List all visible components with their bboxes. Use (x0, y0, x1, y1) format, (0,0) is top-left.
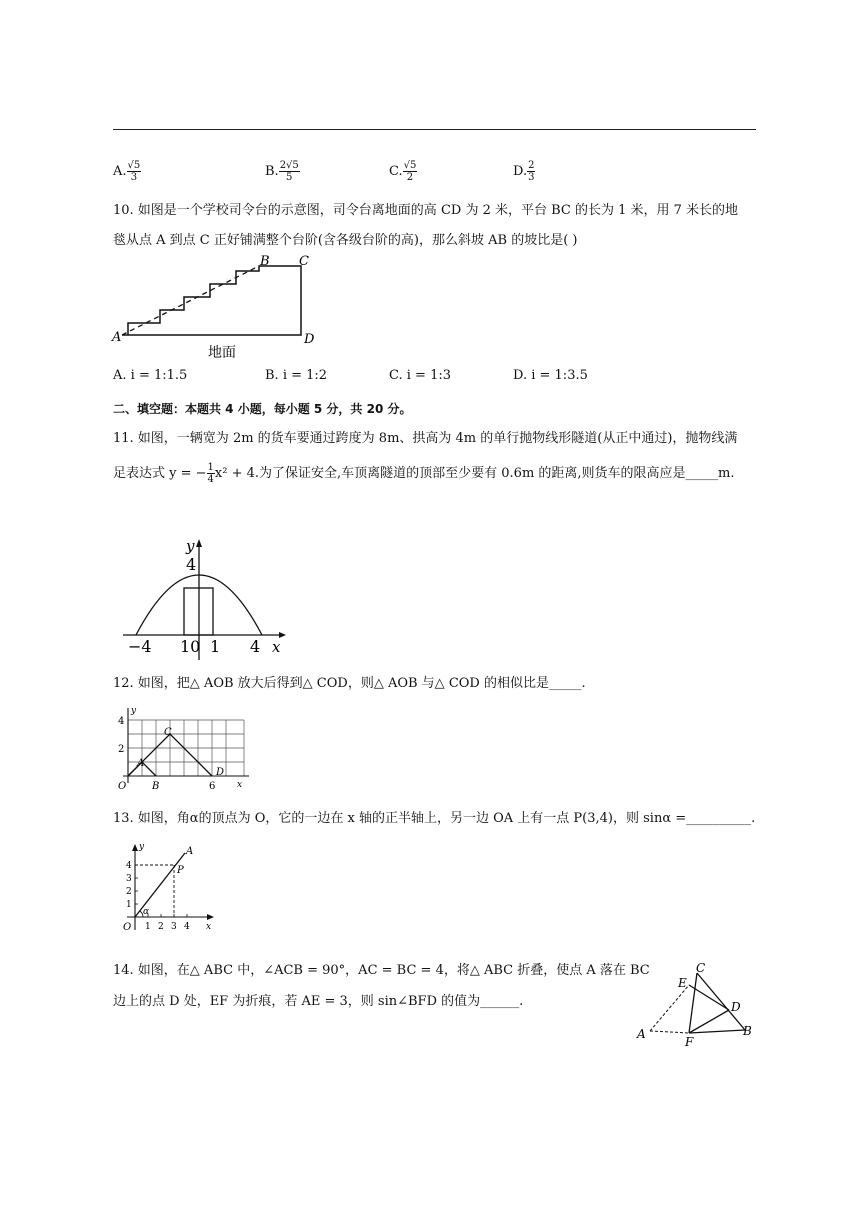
dashed-af (650, 1031, 689, 1033)
label-c: C (299, 254, 309, 269)
label-b: B (743, 1024, 752, 1038)
label-f: F (685, 1035, 694, 1049)
q10-option-d[interactable]: D. i = 1:3.5 (513, 368, 588, 383)
tick-y-1: 1 (126, 900, 132, 910)
tick-x-1: 1 (145, 922, 151, 932)
label-o: O (123, 922, 132, 933)
label-e: E (678, 976, 687, 990)
q9-option-b[interactable]: B. $\frac{2√5}{5}$ (265, 160, 299, 183)
label-c: C (696, 961, 706, 975)
q9-option-c[interactable]: C. $\frac{√5}{2}$ (389, 160, 417, 183)
q12-text: 12. 如图，把△ AOB 放大后得到△ COD，则△ AOB 与△ COD 的相似比是_____. (113, 676, 586, 691)
tick-y-3: 3 (126, 874, 132, 884)
label-d: D (304, 332, 315, 347)
label-one-zero: 10 (180, 637, 201, 656)
q9-option-d[interactable]: D. $\frac{2}{3}$ (513, 160, 535, 183)
q9-option-a[interactable]: A. $\frac{√5}{3}$ (113, 160, 141, 183)
label-four: 4 (118, 716, 125, 727)
q12-grid-figure (113, 703, 253, 795)
q10-option-a[interactable]: A. i = 1:1.5 (113, 368, 188, 383)
label-six: 6 (209, 781, 216, 792)
grid-lines (128, 720, 244, 776)
label-a: A (186, 846, 194, 857)
label-y: y (131, 706, 137, 716)
dashed-ae (650, 985, 689, 1031)
tick-y-2: 2 (126, 887, 132, 897)
segment-ed (689, 985, 729, 1010)
q10-stairs-figure (108, 252, 338, 364)
label-y: y (186, 537, 195, 555)
q11-line1: 11. 如图，一辆宽为 2m 的货车要通过跨度为 8m、拱高为 4m 的单行抛物线形隧道(从正中通过)，抛物线满 (113, 431, 738, 446)
label-d: D (216, 767, 225, 778)
label-p: P (177, 865, 184, 876)
label-a: A (637, 1027, 646, 1041)
label-two: 2 (118, 744, 125, 755)
slope-dashed-line (122, 266, 259, 335)
y-axis-arrow (196, 539, 202, 547)
label-a: A (137, 758, 145, 769)
tick-x-2: 2 (158, 922, 164, 932)
label-neg4: −4 (128, 637, 152, 656)
label-ground: 地面 (208, 345, 236, 361)
label-x: x (206, 922, 212, 932)
q13-text: 13. 如图，角α的顶点为 O，它的一边在 x 轴的正半轴上，另一边 OA 上有一点 P(3,4)，则 sinα =__________. (113, 811, 756, 826)
label-alpha: α (143, 907, 150, 917)
q14-line2: 边上的点 D 处，EF 为折痕，若 AE = 3，则 sin∠BFD 的值为______. (113, 994, 524, 1009)
tick-y-4: 4 (126, 861, 132, 871)
header-rule (113, 129, 756, 130)
label-one: 1 (210, 637, 221, 656)
label-x: x (272, 638, 281, 656)
label-four-top: 4 (186, 555, 197, 574)
side-ec-line (689, 973, 697, 1033)
q11-parabola-figure (118, 535, 293, 663)
q10-option-b[interactable]: B. i = 1:2 (265, 368, 328, 383)
label-four: 4 (250, 637, 261, 656)
label-c: C (164, 727, 172, 738)
side-fb (689, 1030, 745, 1033)
q10-option-c[interactable]: C. i = 1:3 (389, 368, 451, 383)
section2-title: 二、填空题：本题共 4 小题，每小题 5 分，共 20 分。 (113, 402, 412, 416)
q14-line1: 14. 如图，在△ ABC 中，∠ACB = 90°，AC = BC = 4，将△ ABC 折叠，使点 A 落在 BC (113, 963, 650, 978)
y-axis-arrow (132, 844, 138, 851)
x-axis-arrow (207, 914, 214, 920)
q10-line2: 毯从点 A 到点 C 正好铺满整个台阶(含各级台阶的高)，那么斜坡 AB 的坡比是( ) (113, 233, 578, 248)
label-x: x (237, 780, 243, 790)
q11-line2: 足表达式 y = − $\frac{1}{4}$ x² + 4.为了保证安全,车顶离隧道的顶部至少要有 0.6m 的距离,则货车的限高应是_____m. (113, 462, 735, 485)
stairs-outline (122, 266, 301, 335)
label-y: y (139, 842, 145, 852)
q14-fold-figure (632, 958, 762, 1050)
label-o: O (118, 781, 127, 792)
q10-line1: 10. 如图是一个学校司令台的示意图，司令台离地面的高 CD 为 2 米，平台 BC 的长为 1 米，用 7 米长的地 (113, 203, 739, 218)
label-b: B (260, 254, 270, 269)
segment-fd (689, 1010, 729, 1033)
label-d: D (731, 1000, 741, 1014)
tick-x-3: 3 (171, 922, 177, 932)
tick-x-4: 4 (184, 922, 190, 932)
label-a: A (112, 330, 122, 345)
label-b: B (152, 781, 160, 792)
q13-angle-figure (113, 840, 223, 935)
